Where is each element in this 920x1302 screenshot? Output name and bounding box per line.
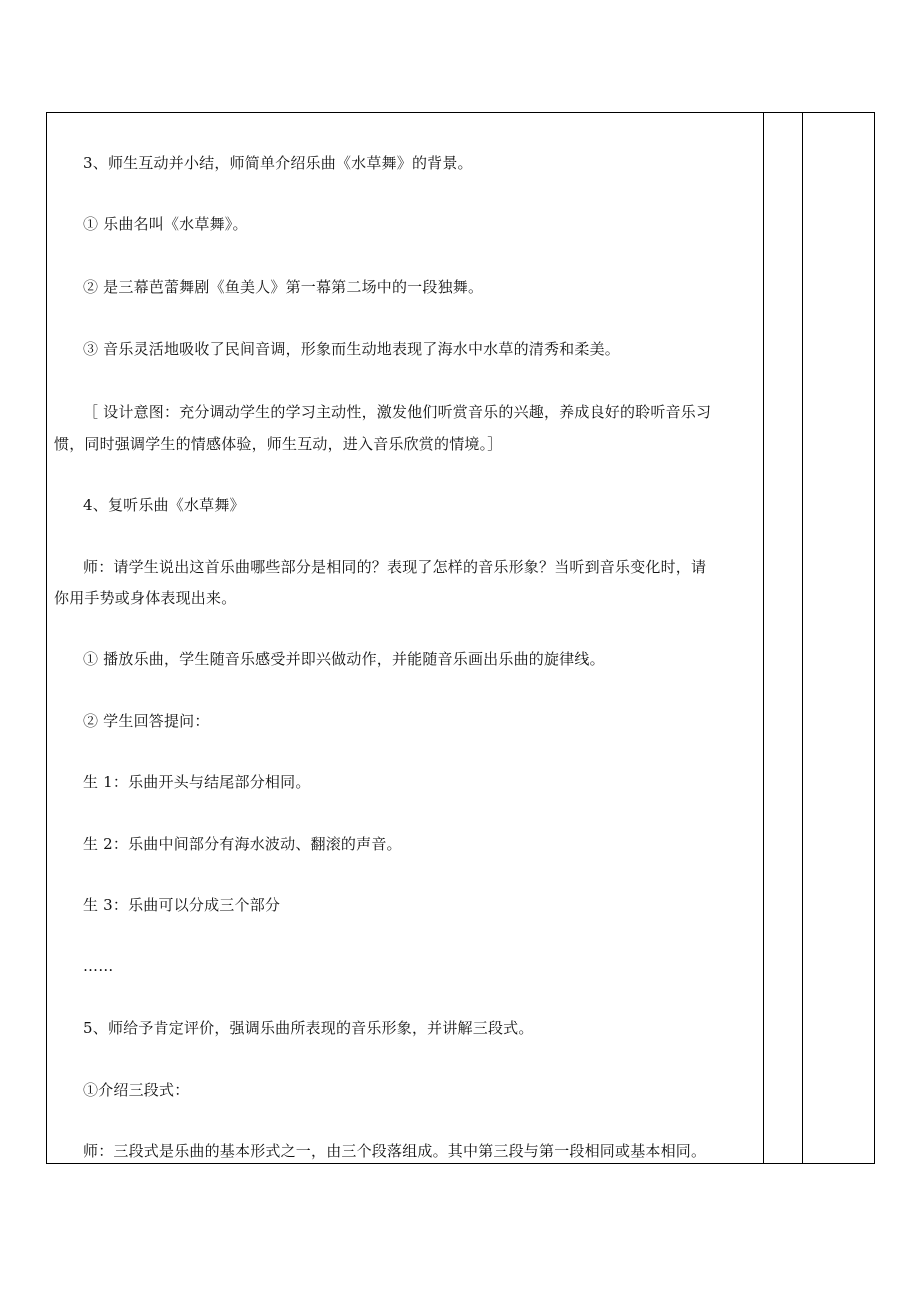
activity-point-2: ② 学生回答提问： — [83, 712, 210, 730]
column-divider-1 — [763, 113, 764, 1163]
lesson-plan-table — [46, 112, 875, 1164]
column-divider-2 — [802, 113, 803, 1163]
student-answer-3: 生 3：乐曲可以分成三个部分 — [83, 896, 281, 914]
lesson-content-cell — [47, 113, 763, 1163]
teacher-question-line-2: 你用手势或身体表现出来。 — [54, 589, 237, 607]
three-part-intro: ①介绍三段式： — [83, 1081, 190, 1099]
design-intent-line-1: ［ 设计意图：充分调动学生的学习主动性，激发他们听赏音乐的兴趣，养成良好的聆听音乐习 — [83, 403, 712, 421]
step-4-heading: 4、复听乐曲《水草舞》 — [83, 496, 245, 514]
student-answer-1: 生 1：乐曲开头与结尾部分相同。 — [83, 773, 311, 791]
background-point-2: ② 是三幕芭蕾舞剧《鱼美人》第一幕第二场中的一段独舞。 — [83, 278, 484, 296]
activity-point-1: ① 播放乐曲，学生随音乐感受并即兴做动作，并能随音乐画出乐曲的旋律线。 — [83, 650, 605, 668]
step-5-heading: 5、师给予肯定评价，强调乐曲所表现的音乐形象，并讲解三段式。 — [83, 1019, 534, 1037]
three-part-definition: 师：三段式是乐曲的基本形式之一，由三个段落组成。其中第三段与第一段相同或基本相同。 — [83, 1142, 707, 1160]
background-point-3: ③ 音乐灵活地吸收了民间音调，形象而生动地表现了海水中水草的清秀和柔美。 — [83, 340, 620, 358]
student-answer-2: 生 2：乐曲中间部分有海水波动、翻滚的声音。 — [83, 835, 402, 853]
ellipsis: …… — [83, 957, 114, 975]
step-3-heading: 3、师生互动并小结，师简单介绍乐曲《水草舞》的背景。 — [83, 154, 473, 172]
design-intent-line-2: 惯，同时强调学生的情感体验，师生互动，进入音乐欣赏的情境。］ — [54, 435, 503, 453]
background-point-1: ① 乐曲名叫《水草舞》。 — [83, 215, 248, 233]
teacher-question-line-1: 师：请学生说出这首乐曲哪些部分是相同的？表现了怎样的音乐形象？当听到音乐变化时，请 — [83, 558, 707, 576]
